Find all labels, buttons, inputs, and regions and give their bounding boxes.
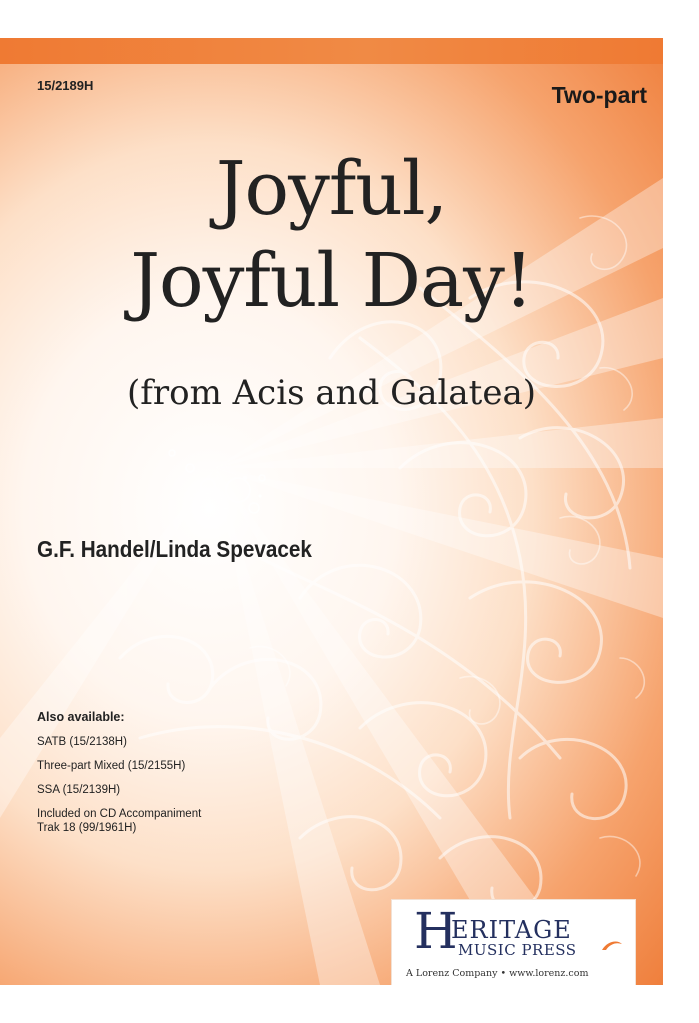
logo-name: ERITAGE — [451, 916, 572, 944]
title-line-1: Joyful, — [215, 146, 448, 232]
list-item: SSA (15/2139H) — [37, 784, 121, 796]
logo-subname: MUSIC PRESS — [458, 941, 577, 959]
cover-artwork — [0, 38, 663, 985]
list-item: Three-part Mixed (15/2155H) — [37, 760, 186, 772]
logo-initial: H — [414, 902, 458, 960]
title-line-2: Joyful Day! — [130, 238, 533, 324]
list-item: SATB (15/2138H) — [37, 736, 127, 748]
subtitle: (from Acis and Galatea) — [127, 373, 536, 413]
publisher-tagline: A Lorenz Company • www.lorenz.com — [406, 968, 589, 979]
list-item: Trak 18 (99/1961H) — [37, 822, 137, 834]
voicing-label: Two-part — [551, 82, 647, 108]
also-available-list — [37, 710, 201, 845]
list-item: Included on CD Accompaniment — [37, 808, 202, 820]
also-available-heading: Also available: — [37, 710, 125, 724]
publisher-logo-box — [391, 899, 636, 985]
catalog-number: 15/2189H — [37, 78, 94, 93]
swoosh-icon — [600, 938, 624, 954]
composer-credit: G.F. Handel/Linda Spevacek — [37, 536, 312, 562]
